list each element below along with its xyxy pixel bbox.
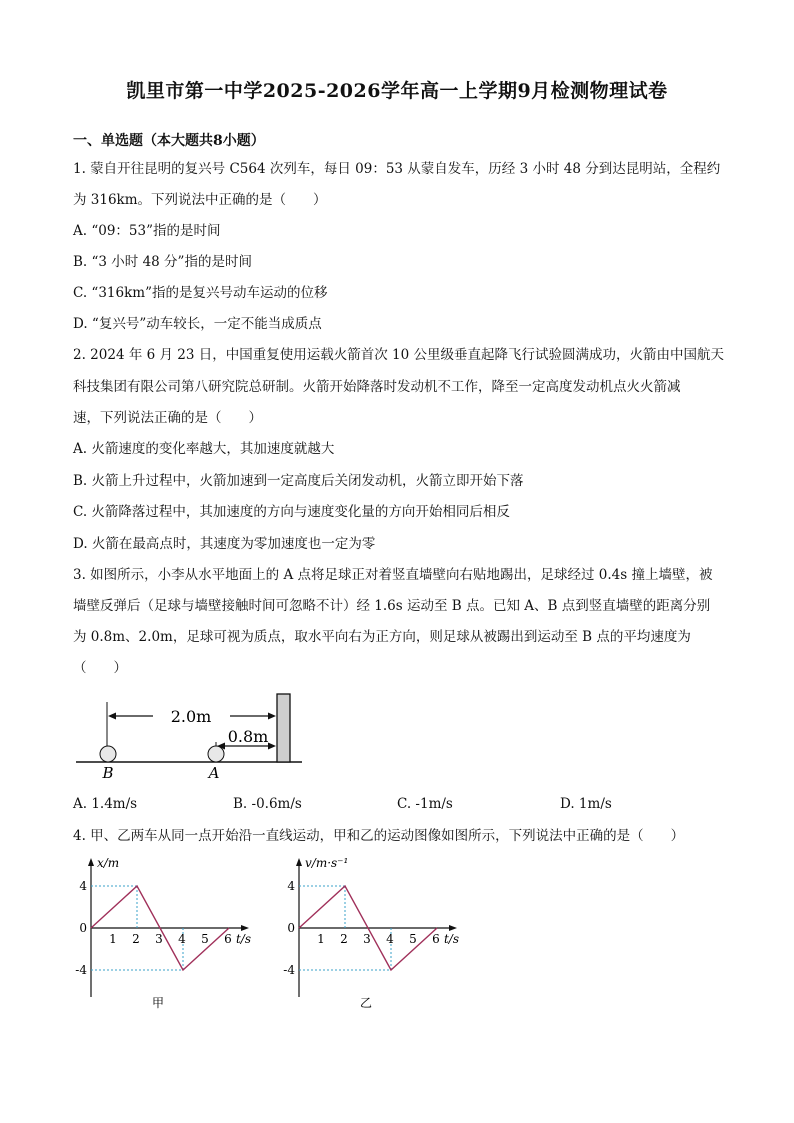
graph-jia-ytick-0: 4 — [79, 879, 87, 893]
graph-jia-xtick-5: 5 — [201, 932, 209, 946]
section-heading: 一、单选题（本大题共8小题） — [73, 133, 265, 149]
q2-stem-line-2: 科技集团有限公司第八研究院总研制。火箭开始降落时发动机不工作，降至一定高度发动机点火火箭减 — [73, 379, 681, 395]
arrowhead-short-right — [268, 743, 276, 750]
q2-option-d: D. 火箭在最高点时，其速度为零加速度也一定为零 — [73, 536, 376, 552]
graph-yi-xtick-6: 6 — [432, 932, 440, 946]
ball-at-b — [100, 746, 116, 762]
graph-jia-xtick-4: 4 — [178, 932, 186, 946]
q3-stem-line-3: 为 0.8m、2.0m，足球可视为质点，取水平向右为正方向，则足球从被踢出到运动至 B 点的平均速度为 — [73, 629, 691, 645]
graph-yi-caption: 乙 — [359, 996, 373, 1010]
graph-yi-xtick-2: 2 — [340, 932, 348, 946]
graph-yi-ylabel: v/m·s⁻¹ — [305, 856, 349, 870]
wall — [277, 694, 290, 762]
graph-yi-xtick-3: 3 — [363, 932, 371, 946]
graph-yi-xtick-1: 1 — [317, 932, 325, 946]
arrowhead-long-right — [268, 713, 276, 720]
graph-jia-ytick-2: -4 — [75, 963, 87, 977]
q3-stem-line-4: （ ） — [73, 660, 127, 676]
ball-at-a — [208, 746, 224, 762]
graph-yi-ytick-0: 4 — [287, 879, 295, 893]
graph-jia-y-arrowhead — [88, 858, 94, 866]
graph-jia-xtick-3: 3 — [155, 932, 163, 946]
graph-jia-xtick-2: 2 — [132, 932, 140, 946]
graph-yi-ytick-1: 0 — [287, 921, 295, 935]
graph-jia-ytick-1: 0 — [79, 921, 87, 935]
q3-option-d: D. 1m/s — [560, 796, 612, 812]
q3-option-c: C. -1m/s — [397, 796, 453, 812]
q2-stem-line-3: 速，下列说法正确的是（ ） — [73, 410, 262, 426]
graph-yi-xlabel: t/s — [443, 932, 459, 946]
graph-jia-caption: 甲 — [151, 996, 165, 1010]
q4-stem-line-1: 4. 甲、乙两车从同一点开始沿一直线运动，甲和乙的运动图像如图所示，下列说法中正确的是（ ） — [73, 828, 685, 844]
graph-jia-xtick-6: 6 — [224, 932, 232, 946]
graph-jia-ylabel: x/m — [97, 856, 120, 870]
q2-option-c: C. 火箭降落过程中，其加速度的方向与速度变化量的方向开始相同后相反 — [73, 504, 510, 520]
graph-yi-ytick-2: -4 — [283, 963, 295, 977]
q3-stem-line-1: 3. 如图所示，小李从水平地面上的 A 点将足球正对着竖直墙壁向右贴地踢出，足球经过 0.4s 撞上墙壁，被 — [73, 567, 713, 583]
q1-stem-line-2: 为 316km。下列说法中正确的是（ ） — [73, 192, 327, 208]
graph-jia-x-arrowhead — [241, 925, 249, 931]
label-b: B — [102, 764, 114, 782]
arrowhead-long-left — [108, 713, 116, 720]
q3-option-a: A. 1.4m/s — [73, 796, 138, 812]
q2-stem-line-1: 2. 2024 年 6 月 23 日，中国重复使用运载火箭首次 10 公里级垂直起降飞行试验圆满成功，火箭由中国航天 — [73, 347, 725, 363]
label-a: A — [208, 764, 220, 782]
graph-yi-xtick-4: 4 — [386, 932, 394, 946]
q1-option-d: D. “复兴号”动车较长，一定不能当成质点 — [73, 316, 322, 332]
page-title: 凯里市第一中学2025-2026学年高一上学期9月检测物理试卷 — [126, 80, 668, 102]
q3-stem-line-2: 墙壁反弹后（足球与墙壁接触时间可忽略不计）经 1.6s 运动至 B 点。已知 A、B 点到竖直墙壁的距离分别 — [73, 598, 711, 614]
q3-option-b: B. -0.6m/s — [233, 796, 302, 812]
label-dist-long: 2.0m — [170, 707, 212, 726]
graph-yi-xtick-5: 5 — [409, 932, 417, 946]
q2-option-a: A. 火箭速度的变化率越大，其加速度就越大 — [73, 441, 335, 457]
graph-yi-y-arrowhead — [296, 858, 302, 866]
q2-option-b: B. 火箭上升过程中，火箭加速到一定高度后关闭发动机，火箭立即开始下落 — [73, 473, 524, 489]
graph-jia — [75, 852, 265, 1017]
label-dist-short: 0.8m — [227, 727, 269, 746]
graph-yi — [283, 852, 473, 1017]
q1-option-c: C. “316km”指的是复兴号动车运动的位移 — [73, 285, 328, 301]
q1-option-a: A. “09：53”指的是时间 — [73, 223, 221, 239]
q3-wall-figure — [70, 688, 310, 783]
q1-option-b: B. “3 小时 48 分”指的是时间 — [73, 254, 252, 270]
q1-stem-line-1: 1. 蒙自开往昆明的复兴号 C564 次列车，每日 09：53 从蒙自发车，历经 3 小时 48 分到达昆明站，全程约 — [73, 161, 721, 177]
graph-yi-x-arrowhead — [449, 925, 457, 931]
graph-jia-xlabel: t/s — [235, 932, 251, 946]
graph-jia-xtick-1: 1 — [109, 932, 117, 946]
